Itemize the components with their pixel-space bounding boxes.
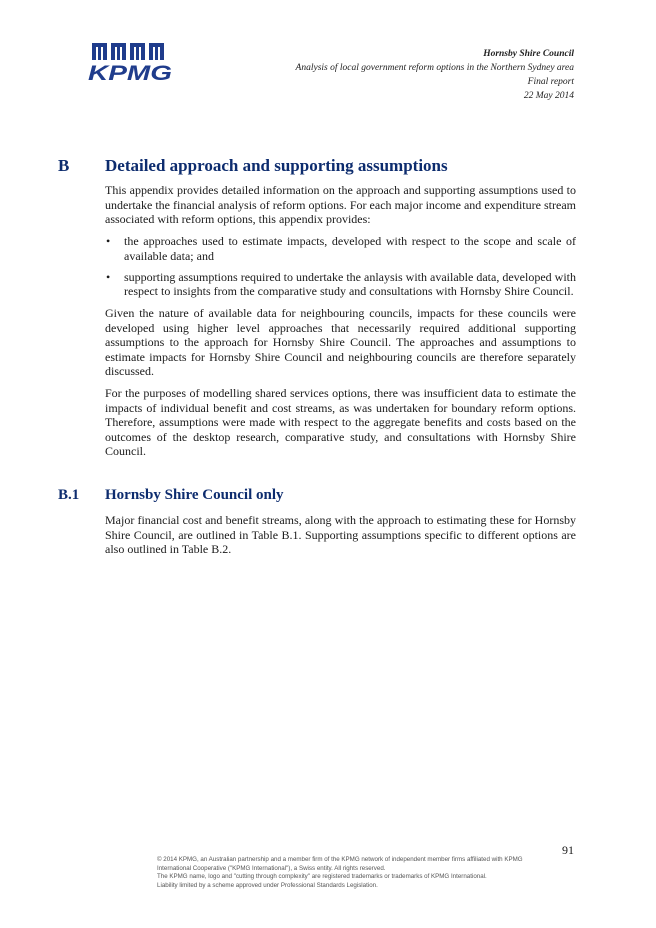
approach-bullet-list	[105, 234, 576, 299]
header-client: Hornsby Shire Council	[483, 49, 574, 59]
footer-liability: Liability limited by a scheme approved under Professional Standards Legislation.	[157, 882, 378, 890]
neighbouring-councils-paragraph: Given the nature of available data for neighbouring councils, impacts for these councils were developed using higher level approaches that necessarily required additional supporting assumptions to the approach for Hornsby Shire Council. The approaches and assumptions to estimate impacts for Hornsby Shire Council and neighbouring councils are therefore separately discussed.	[105, 306, 576, 378]
page-number: 91	[562, 843, 574, 857]
bullet-item: • the approaches used to estimate impacts, developed with respect to the scope and scale of available data; and	[105, 234, 576, 263]
section-number: B	[58, 156, 70, 175]
footer-legal	[157, 856, 537, 891]
subsection-title: Hornsby Shire Council only	[105, 487, 284, 503]
footer-trademark: The KPMG name, logo and "cutting through complexity" are registered trademarks or trademarks of KPMG International.	[157, 873, 487, 881]
svg-text:KPMG: KPMG	[88, 62, 172, 83]
footer-copyright: © 2014 KPMG, an Australian partnership and a member firm of the KPMG network of independent member firms affiliated with KPMG International Cooperative ("KPMG International"), a Swiss entity. All rights reserved.	[157, 856, 523, 872]
section-title: Detailed approach and supporting assumptions	[105, 156, 448, 175]
cost-benefit-paragraph: Major financial cost and benefit streams, along with the approach to estimating these for Hornsby Shire Council, are outlined in Table B.1. Supporting assumptions specific to different options are also outlined in Table B.2.	[105, 513, 576, 556]
section-b1-body	[105, 513, 576, 564]
subsection-number: B.1	[58, 487, 80, 503]
running-header	[296, 47, 574, 103]
header-report-type: Final report	[527, 77, 574, 87]
header-subtitle: Analysis of local government reform options in the Northern Sydney area	[295, 63, 574, 73]
intro-paragraph: This appendix provides detailed information on the approach and supporting assumptions used to undertake the financial analysis of reform options. For each major income and expenditure stream associated with reform options, this appendix provides:	[105, 183, 576, 226]
section-b-body	[105, 183, 576, 466]
header-date: 22 May 2014	[523, 91, 574, 101]
kpmg-logo	[88, 43, 174, 83]
bullet-item: • supporting assumptions required to undertake the anlaysis with available data, developed with respect to insights from the comparative study and consultations with Hornsby Shire Council.	[105, 270, 576, 299]
shared-services-paragraph: For the purposes of modelling shared services options, there was insufficient data to estimate the impacts of individual benefit and cost streams, as was undertaken for boundary reform options. Therefore, assumptions were made with respect to the aggregate benefits and costs based on the outcomes of the desktop research, comparative study, and consultations with Hornsby Shire Council.	[105, 386, 576, 458]
